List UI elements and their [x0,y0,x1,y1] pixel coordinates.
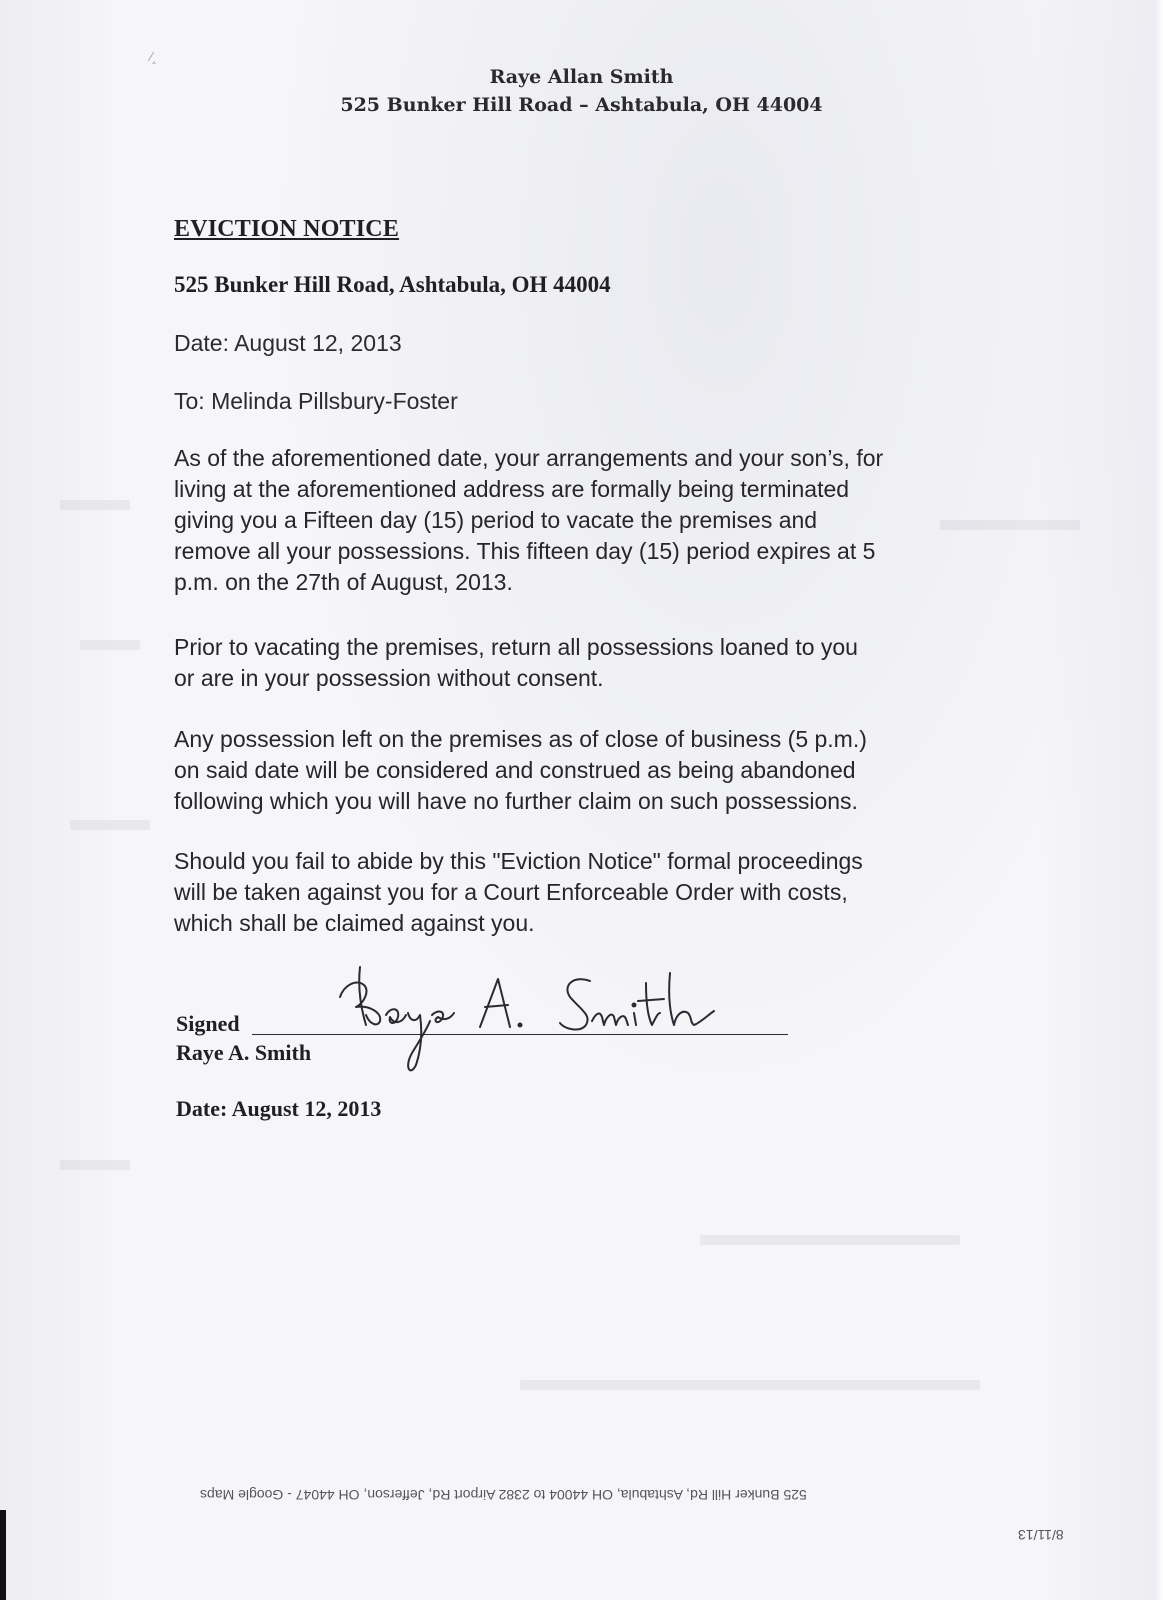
bleed-through-smudge [80,640,140,650]
pen-mark-icon: ⁄‸ [150,50,157,64]
bleed-through-smudge [700,1235,960,1245]
letterhead-name: Raye Allan Smith [489,66,674,88]
paragraph-termination [174,443,994,598]
paragraph-line: giving you a Fifteen day (15) period to vacate the premises and [174,507,818,533]
paragraph-line: Should you fail to abide by this "Eviction Notice" formal proceedings [174,848,863,874]
paragraph-line: living at the aforementioned address are formally being terminated [174,476,850,502]
paragraph-line: which shall be claimed against you. [174,910,535,936]
bleed-through-smudge [60,1160,130,1170]
paragraph-legal-proceedings [174,846,994,939]
letterhead-address: 525 Bunker Hill Road – Ashtabula, OH 44004 [340,94,823,116]
paragraph-line: will be taken against you for a Court Enforceable Order with costs, [174,879,848,905]
paragraph-line: on said date will be considered and construed as being abandoned [174,757,856,783]
signed-label: Signed [176,1011,240,1036]
paragraph-return-possessions [174,632,994,694]
property-address: 525 Bunker Hill Road, Ashtabula, OH 44004 [174,272,611,297]
paragraph-line: Any possession left on the premises as of close of business (5 p.m.) [174,726,867,752]
notice-date: Date: August 12, 2013 [174,330,402,356]
bleed-through-smudge [70,820,150,830]
bleed-through-smudge [60,500,130,510]
bleed-through-smudge [520,1380,980,1390]
handwritten-signature [330,955,730,1080]
paragraph-line: remove all your possessions. This fifteen day (15) period expires at 5 [174,538,876,564]
signature-date: Date: August 12, 2013 [176,1096,382,1121]
bleed-through-date: 8/11/13 [1018,1527,1064,1543]
scan-edge [1155,0,1163,1600]
paragraph-line: As of the aforementioned date, your arrangements and your son’s, for [174,445,884,471]
signer-name: Raye A. Smith [176,1040,312,1065]
paragraph-line: p.m. on the 27th of August, 2013. [174,569,513,595]
paragraph-line: following which you will have no further claim on such possessions. [174,788,858,814]
scan-edge [0,1510,6,1600]
paragraph-line: Prior to vacating the premises, return all possessions loaned to you [174,634,858,660]
recipient-line: To: Melinda Pillsbury-Foster [174,388,458,414]
bleed-through-footer: 525 Bunker Hill Rd, Ashtabula, OH 44004 to 2382 Airport Rd, Jefferson, OH 44047 - Google Maps [200,1487,807,1503]
paragraph-line: or are in your possession without consent. [174,665,604,691]
paragraph-abandoned-possessions [174,724,994,817]
notice-title: EVICTION NOTICE [174,216,400,242]
